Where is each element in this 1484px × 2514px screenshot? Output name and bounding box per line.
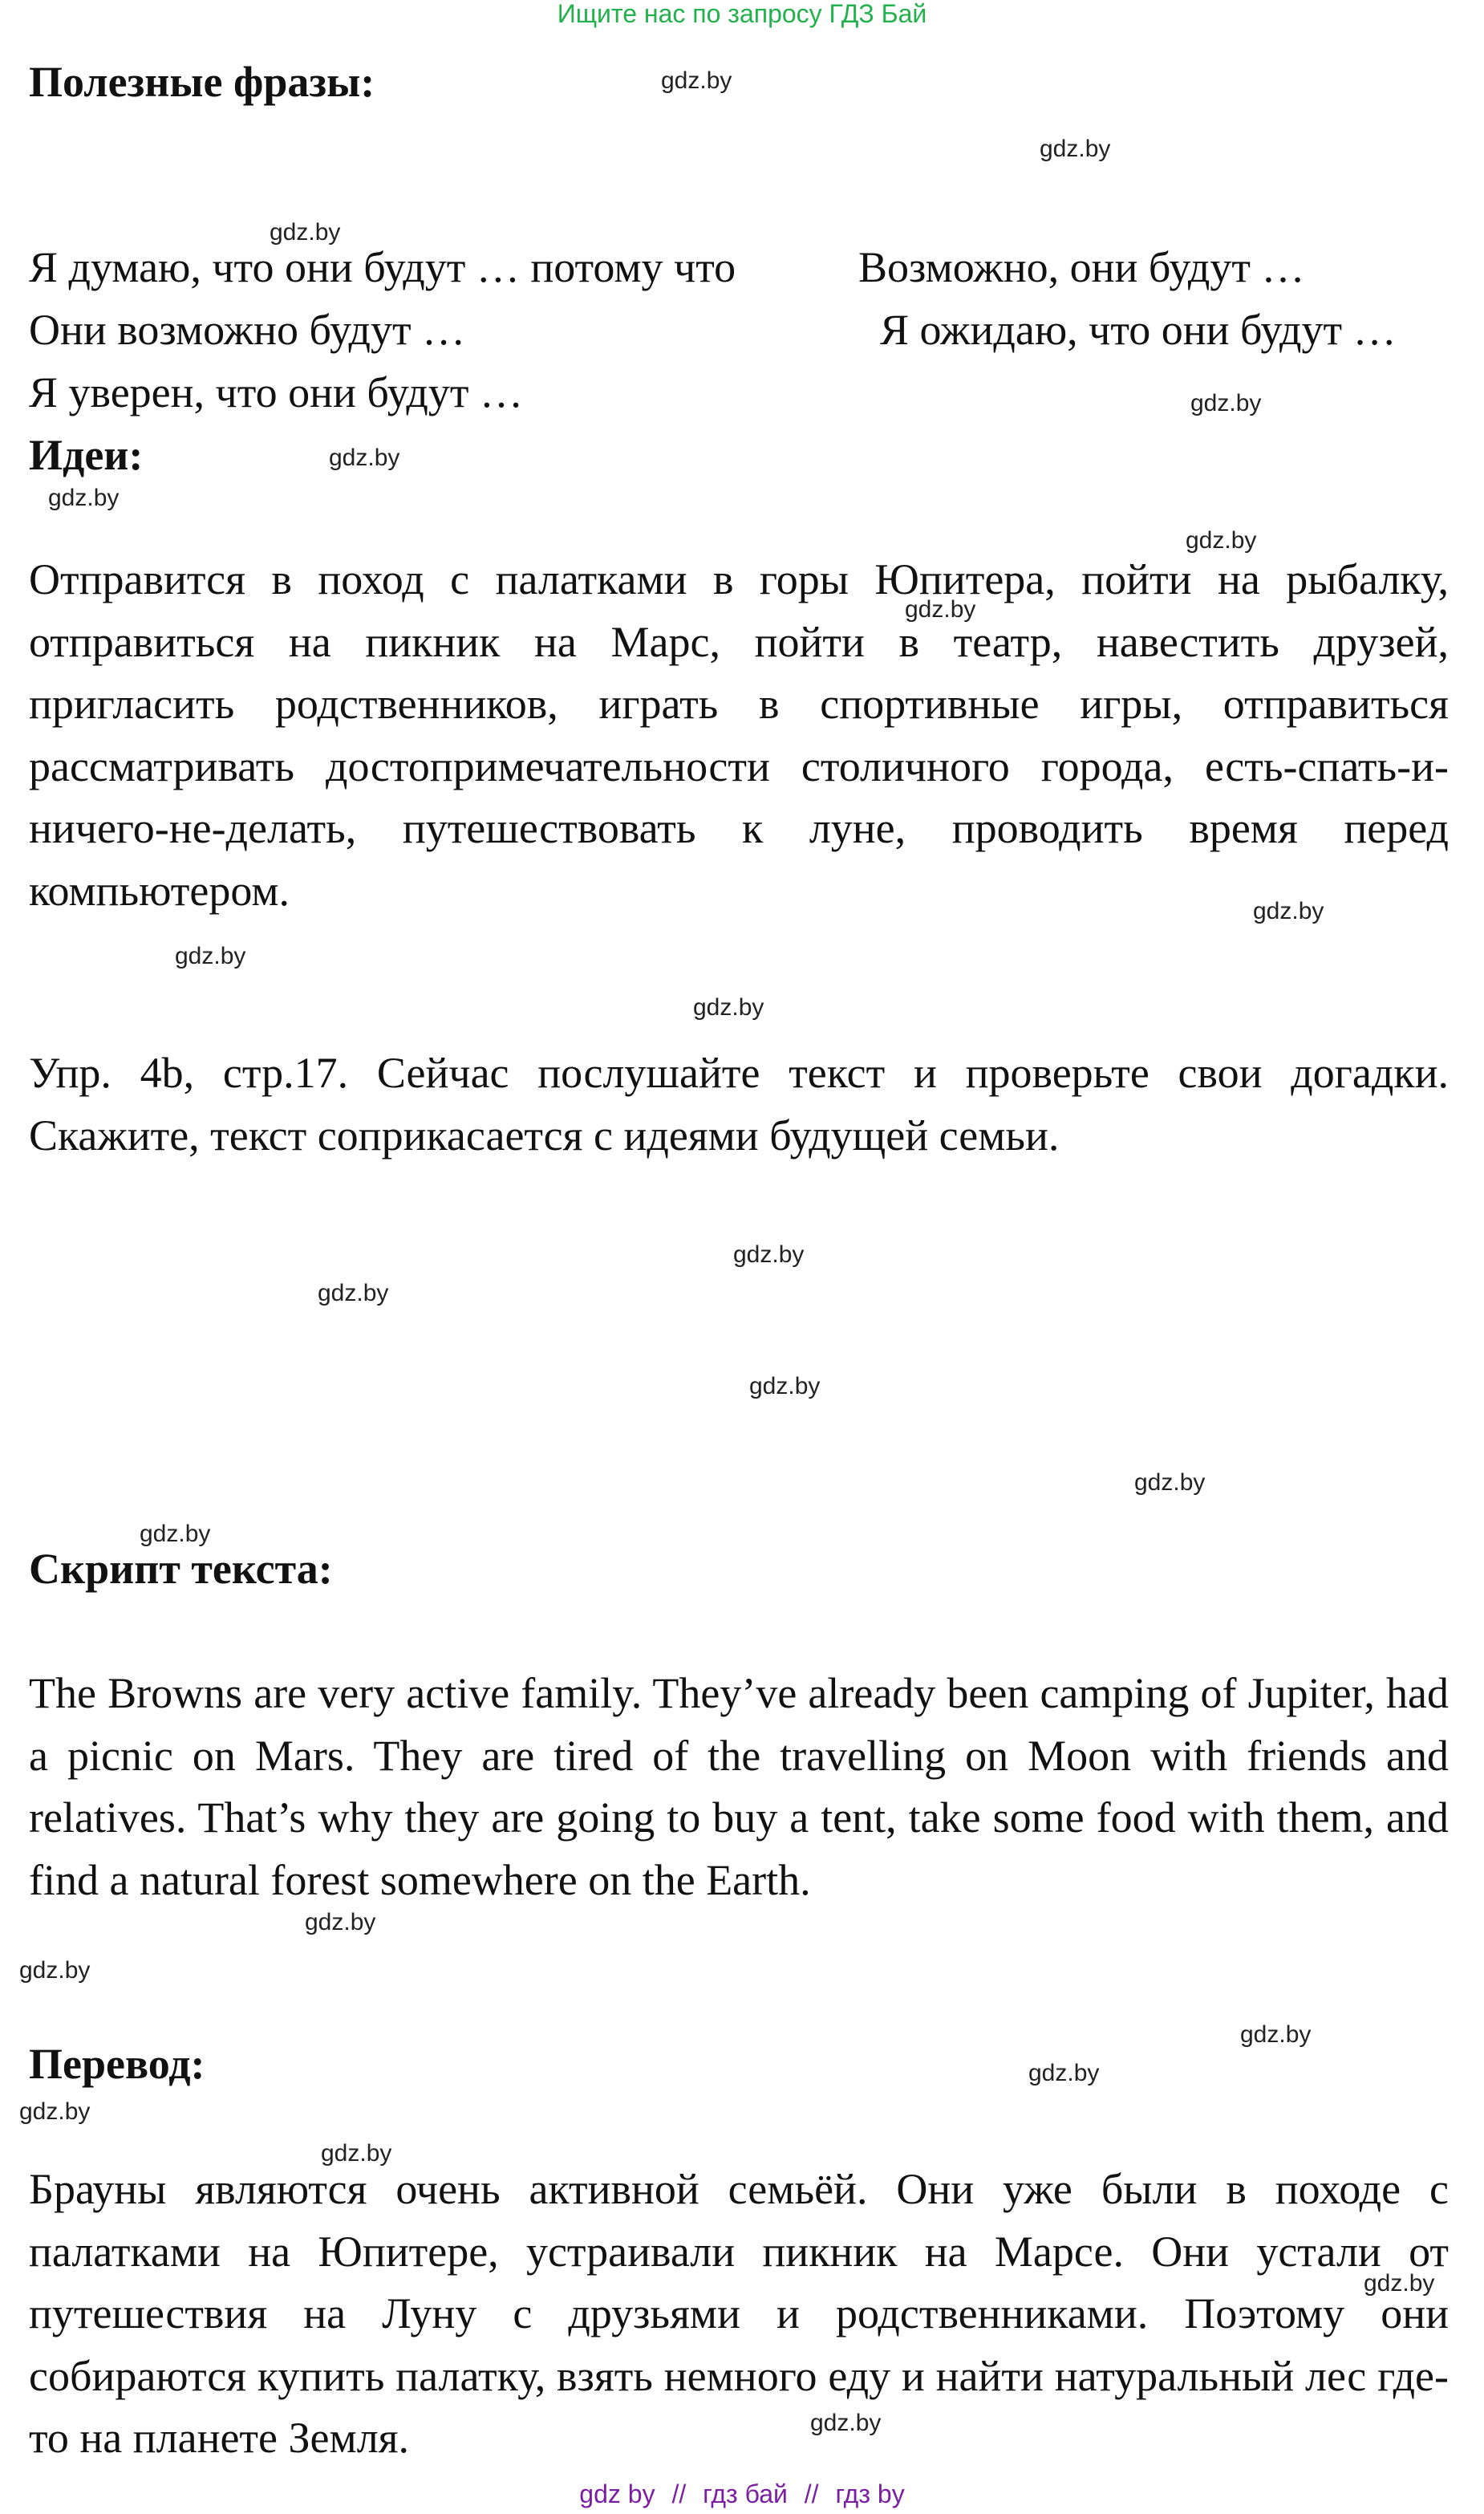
exercise-paragraph: Упр. 4b, стр.17. Сейчас послушайте текст и проверьте свои догадки. Скажите, текст соприкасается с идеями будущей семьи.: [29, 1049, 1449, 1160]
phrase-i-am-sure: Я уверен, что они будут …: [29, 368, 523, 416]
watermark: gdz.by: [48, 485, 120, 511]
watermark: gdz.by: [810, 2410, 882, 2436]
footer-link-gdz-bai[interactable]: гдз бай: [703, 2479, 788, 2508]
ideas-heading: Идеи:: [29, 431, 144, 479]
translation-paragraph: Брауны являются очень активной семьёй. Они уже были в походе с палатками на Юпитере, устраивали пикник на Марсе. Они устали от путешествия на Луну с друзьями и родственниками. Поэтому они собираются купить палатку, взять немного еду и найти натуральный лес где-то на планете Земля.: [29, 2165, 1449, 2462]
watermark: gdz.by: [270, 219, 341, 246]
footer-separator: //: [804, 2479, 819, 2508]
watermark: gdz.by: [1240, 2021, 1312, 2048]
phrase-i-expect: Я ожидаю, что они будут …: [880, 306, 1397, 354]
watermark: gdz.by: [661, 67, 732, 94]
watermark: gdz.by: [1134, 1469, 1206, 1496]
watermark: gdz.by: [1364, 2270, 1435, 2297]
footer-separator: //: [671, 2479, 687, 2508]
phrase-i-think: Я думаю, что они будут … потому что: [29, 243, 736, 291]
footer-links: [0, 2479, 1484, 2508]
watermark: gdz.by: [305, 1909, 376, 1935]
footer-link-gdz-by[interactable]: gdz by: [579, 2479, 655, 2508]
watermark: gdz.by: [318, 1280, 389, 1306]
watermark: gdz.by: [19, 1957, 91, 1984]
phrase-maybe-will: Они возможно будут …: [29, 306, 466, 354]
watermark: gdz.by: [733, 1241, 805, 1268]
watermark: gdz.by: [1190, 390, 1262, 416]
watermark: gdz.by: [1253, 898, 1324, 924]
script-paragraph: The Browns are very active family. They’ve already been camping of Jupiter, had a picnic on Mars. They are tired of the travelling on Moon with friends and relatives. That’s why they are going to buy a tent, take some food with them, and find a natural forest somewhere on the Earth.: [29, 1669, 1449, 1904]
script-heading: Скрипт текста:: [29, 1545, 333, 1593]
watermark: gdz.by: [1028, 2060, 1100, 2086]
watermark: gdz.by: [175, 943, 246, 969]
watermark: gdz.by: [693, 994, 764, 1021]
ideas-paragraph: Отправится в поход с палатками в горы Юпитера, пойти на рыбалку, отправиться на пикник на Марс, пойти в театр, навестить друзей, пригласить родственников, играть в спортивные игры, отправиться рассматривать достопримечательности столичного города, есть-спать-и-ничего-не-делать, путешествовать к луне, проводить время перед компьютером.: [29, 555, 1449, 915]
phrase-possibly: Возможно, они будут …: [858, 243, 1305, 291]
watermark: gdz.by: [749, 1373, 821, 1399]
top-banner[interactable]: Ищите нас по запросу ГДЗ Бай: [557, 0, 927, 28]
watermark: gdz.by: [140, 1521, 211, 1547]
watermark: gdz.by: [321, 2140, 392, 2167]
translation-heading: Перевод:: [29, 2040, 205, 2088]
watermark: gdz.by: [1040, 136, 1111, 162]
footer-link-gdz-by-mixed[interactable]: гдз by: [835, 2479, 905, 2508]
watermark: gdz.by: [19, 2098, 91, 2125]
useful-phrases-heading: Полезные фразы:: [29, 58, 375, 106]
watermark: gdz.by: [329, 445, 400, 471]
watermark: gdz.by: [1186, 527, 1257, 554]
watermark: gdz.by: [905, 596, 976, 623]
